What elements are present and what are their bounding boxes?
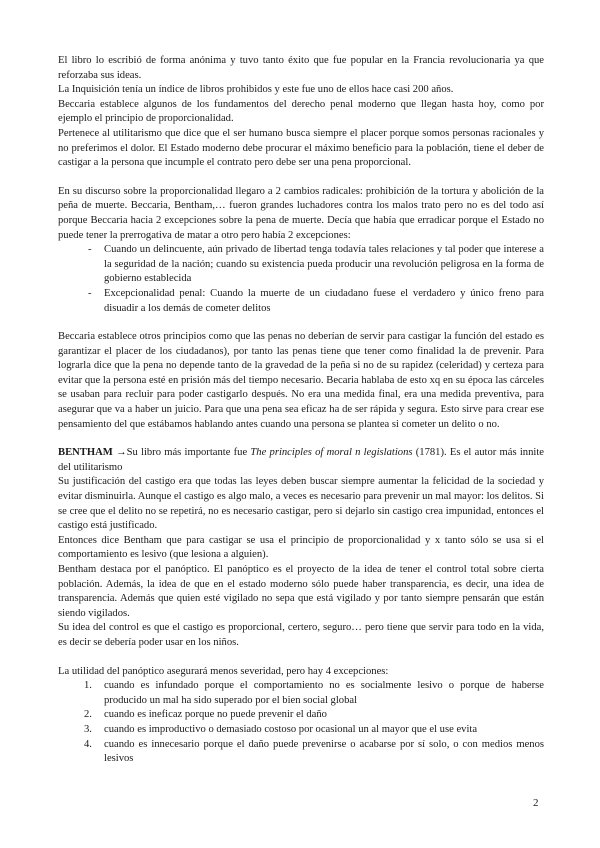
list-item: - Cuando un delincuente, aún privado de libertad tenga todavía tales relaciones y tal poder que interese a la seguridad de la nación; cuando su existencia pueda producir una revolución peligrosa en la forma de gobierno establecida [58, 243, 544, 287]
list-number: 4. [84, 738, 92, 750]
paragraph: Pertenece al utilitarismo que dice que el ser humano busca siempre el placer porque somos personas racionales y no preferimos el dolor. El Estado moderno debe procurar el máximo beneficio para la población, tiene el deber de castigar a la persona que incumple el contrato pero debe ser una pena proporcional. [58, 127, 544, 169]
document-body [58, 54, 544, 767]
paragraph: La Inquisición tenía un índice de libros prohibidos y este fue uno de ellos hace casi 200 años. [58, 84, 454, 96]
list-item [58, 738, 544, 767]
arrow-icon: → [112, 447, 127, 459]
paragraph: Su idea del control es que el castigo es proporcional, certero, seguro… pero tiene que servir para todo en la vida, es decir se debería poder usar en los niños. [58, 622, 544, 648]
death-penalty-exceptions-list [58, 243, 544, 316]
bentham-intro-end: (1781). Es el autor más innite del utilitarismo [58, 447, 544, 473]
paragraph: Entonces dice Bentham que para castigar se usa el principio de proporcionalidad y x tanto sólo se usa si el comportamiento es lesivo (que lesiona a alguien). [58, 534, 544, 561]
paragraph-panopticon: La utilidad del panóptico asegurará menos severidad, pero hay 4 excepciones: [58, 665, 389, 677]
bentham-heading [58, 446, 544, 475]
bentham-name: BENTHAM [58, 447, 113, 459]
paragraph: El libro lo escribió de forma anónima y tuvo tanto éxito que fue popular en la Francia revolucionaria ya que reforzaba sus ideas. [58, 55, 544, 81]
page-number: 2 [533, 797, 539, 809]
list-item-text: cuando es infundado porque el comportamiento no es socialmente lesivo o porque de haberse producido un mal ha sido superado por el bien social global [104, 680, 544, 706]
list-number: 2. [84, 709, 92, 721]
panopticon-exceptions-list [58, 679, 544, 767]
list-item [58, 679, 544, 708]
paragraph-principles: Beccaria establece otros principios como que las penas no deberían de servir para castigar la función del estado es garantizar el placer de los ciudadanos), por tanto las penas tiene que tener como finalidad la de prevenir. Para lograrla dice que la pena no depende tanto de la gravedad de la peña si no de su rapidez (celeridad) y certeza para evitar que la persona esté en prisión más del tiempo necesario. Becaria hablaba de esto xq en su época las cárceles se usaban para recluir para poder castigarlo después. No era una medida final, era una medida preventiva, para asegurar que va a haber un juicio. Para que una pena sea eficaz ha de ser rápida y segura. Esto sirve para crear ese pensamiento del que estábamos hablando antes cuando una persona se plantea si cometer un delito o no. [58, 331, 544, 430]
list-item-text: cuando es improductivo o demasiado costoso por ocasional un al mayor que el use evita [104, 723, 478, 735]
paragraph: Bentham destaca por el panóptico. El panóptico es el proyecto de la idea de tener el control total sobre cierta población. Además, la idea de que en el estado moderno sólo puede haber transparencia, es decir, una idea de transparencia. Además que quien esté vigilado no sepa que está vigilado y por tanto siempre pensarán que están siendo vigilados. [58, 564, 544, 619]
paragraph: Su justificación del castigo era que todas las leyes deben buscar siempre aumentar la felicidad de la sociedad y evitar disminuirla. Aunque el castigo es algo malo, a veces es necesario para prevenir un mal mayor: los delitos. Si se cree que el delito no se repetirá, no es necesario castigar, pero si dejarlo sin castigo crea impunidad, entonces el castigo está justificado. [58, 476, 544, 532]
book-title: The principles of moral n legislations [250, 447, 413, 459]
list-item [58, 723, 544, 738]
list-number: 1. [84, 680, 92, 692]
list-item-text: cuando es ineficaz porque no puede prevenir el daño [104, 709, 327, 721]
list-item: - Excepcionalidad penal: Cuando la muerte de un ciudadano fuese el verdadero y único freno para disuadir a los demás de cometer delitos [58, 287, 544, 316]
list-item [58, 708, 544, 723]
list-item-text: cuando es innecesario porque el daño puede prevenirse o acabarse por sí solo, o con medios menos lesivos [104, 738, 544, 765]
paragraph: Beccaria establece algunos de los fundamentos del derecho penal moderno que llegan hasta hoy, como por ejemplo el principio de proporcionalidad. [58, 98, 544, 125]
paragraph-proportionality: En su discurso sobre la proporcionalidad llegaro a 2 cambios radicales: prohibición de la tortura y abolición de la peña de muerte. Beccaria, Bentham,… fueron grandes luchadores contra los malos trato pero no es del todo así porque Beccaria hacia 2 excepciones sobre la pena de muerte. Decía que había que erradicar porque el Estado no puede tener la prerrogativa de matar a otro pero había 2 excepciones: [58, 185, 544, 241]
list-number: 3. [84, 723, 92, 735]
bentham-intro-start: Su libro más importante fue [126, 447, 251, 459]
